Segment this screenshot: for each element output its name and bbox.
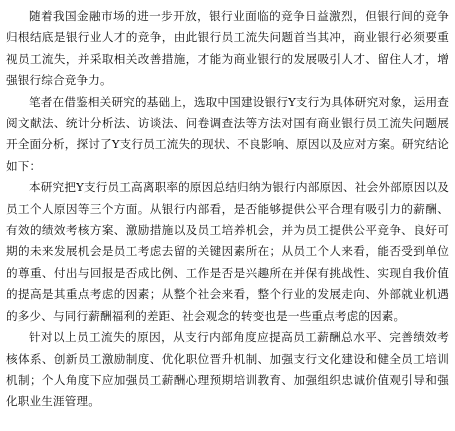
paragraph-measures: 针对以上员工流失的原因，从支行内部角度应提高员工薪酬总水平、完善绩效考核体系、创新员工激励制度、优化职位晋升机制、加强支行文化建设和健全员工培训机制；个人角度下应加强员工薪酬心理预期培训教育、加强组织忠诚价值观引导和强化职业生涯管理。 [6,330,449,409]
paragraph-method: 笔者在借鉴相关研究的基础上，选取中国建设银行Y支行为具体研究对象，运用查阅文献法、统计分析法、访谈法、问卷调查法等方法对国有商业银行员工流失问题展开全面分析，探讨了Y支行员工流失的现状、不良影响、原因以及应对方案。研究结论如下： [6,94,449,173]
paragraph-intro: 随着我国金融市场的进一步开放，银行业面临的竞争日益激烈，但银行间的竞争归根结底是银行业人才的竞争，由此银行员工流失问题首当其冲，商业银行必须要重视员工流失，并采取相关改善措施，才能为商业银行的发展吸引人才、留住人才，增强银行综合竞争力。 [6,9,449,88]
paragraph-causes: 本研究把Y支行员工高离职率的原因总结归纳为银行内部原因、社会外部原因以及员工个人原因等三个方面。从银行内部看，是否能够提供公平合理有吸引力的薪酬、有效的绩效考核方案、激励措施以及员工培养机会，并为员工提供公平竞争、良好可期的未来发展机会是员工考虑去留的关键因素所在；从员工个人来看，能否受到单位的尊重、付出与回报是否成比例、工作是否是兴趣所在并保有挑战性、实现自我价值的提高是其重点考虑的因素；从整个社会来看，整个行业的发展走向、外部就业机遇的多少、与同行薪酬福利的差距、社会观念的转变也是一些重点考虑的因素。 [6,180,449,323]
